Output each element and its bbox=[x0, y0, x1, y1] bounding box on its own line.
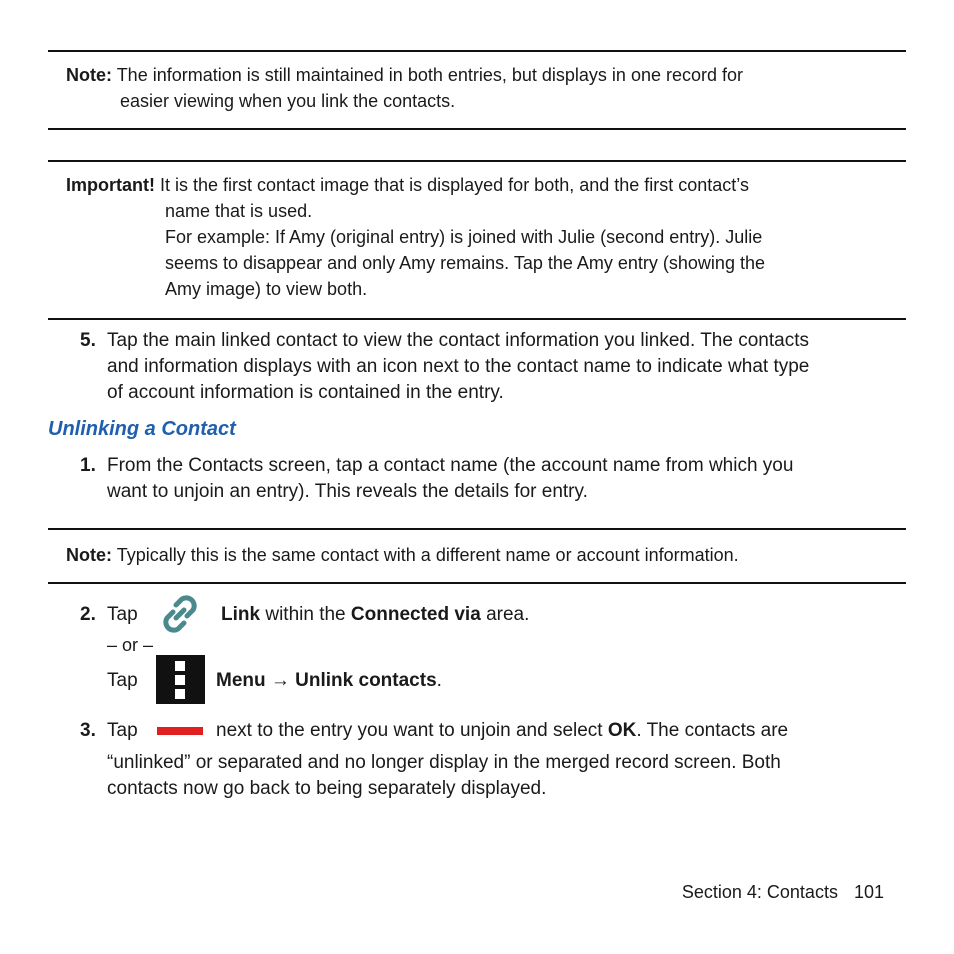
period: . bbox=[436, 670, 442, 691]
step1-line: From the Contacts screen, tap a contact name (the account name from which you bbox=[107, 455, 794, 476]
important-line: For example: If Amy (original entry) is joined with Julie (second entry). Julie bbox=[165, 227, 763, 247]
area-text: area. bbox=[486, 604, 530, 625]
or-separator: – or – bbox=[107, 635, 154, 655]
step3-text2: . The contacts are bbox=[636, 720, 789, 741]
note2-bottom-rule bbox=[48, 582, 906, 584]
step5-number: 5. bbox=[80, 330, 96, 351]
important-top-rule bbox=[48, 160, 906, 162]
note2-top-rule bbox=[48, 528, 906, 530]
important-line: seems to disappear and only Amy remains. Tap the Amy entry (showing the bbox=[165, 253, 765, 273]
step3-rest bbox=[107, 750, 907, 802]
step3-number: 3. bbox=[80, 720, 96, 741]
step2-tap: Tap bbox=[107, 604, 138, 625]
ok-label: OK bbox=[607, 720, 637, 741]
unlink-contacts-label: Unlink contacts bbox=[295, 670, 437, 691]
step5-line: of account information is contained in the entry. bbox=[107, 382, 504, 403]
step3-line: contacts now go back to being separately displayed. bbox=[107, 778, 547, 799]
menu-icon[interactable] bbox=[156, 655, 205, 704]
arrow: → bbox=[270, 670, 290, 691]
minus-icon[interactable] bbox=[157, 727, 203, 735]
step3-line1 bbox=[216, 718, 788, 744]
page-footer bbox=[682, 882, 884, 903]
step2-menu-line bbox=[216, 668, 442, 694]
step1-text bbox=[107, 453, 907, 505]
menu-label: Menu bbox=[216, 670, 266, 691]
step5-line: Tap the main linked contact to view the contact information you linked. The contacts bbox=[107, 330, 809, 351]
important-line: name that is used. bbox=[165, 201, 313, 221]
within-text: within the bbox=[265, 604, 346, 625]
step2-tap2: Tap bbox=[107, 670, 138, 691]
step2-link-line bbox=[221, 602, 529, 628]
step5-line: and information displays with an icon next to the contact name to indicate what type bbox=[107, 356, 810, 377]
step5-text bbox=[107, 328, 907, 406]
note1-label: Note: bbox=[66, 65, 112, 85]
important-bottom-rule bbox=[48, 318, 906, 320]
note1-line2: easier viewing when you link the contacts. bbox=[120, 91, 456, 111]
note1-bottom-rule bbox=[48, 128, 906, 130]
section-heading: Unlinking a Contact bbox=[48, 418, 236, 440]
important-line: It is the first contact image that is displayed for both, and the first contact’s bbox=[160, 175, 749, 195]
note1 bbox=[66, 62, 906, 114]
link-icon[interactable] bbox=[154, 588, 206, 640]
note1-line1: The information is still maintained in both entries, but displays in one record for bbox=[116, 65, 744, 85]
important-line: Amy image) to view both. bbox=[165, 279, 368, 299]
note2-text: Typically this is the same contact with a different name or account information. bbox=[116, 545, 739, 565]
step2-number: 2. bbox=[80, 604, 96, 625]
connected-via-label: Connected via bbox=[350, 604, 481, 625]
page-number: 101 bbox=[853, 882, 884, 902]
step3-tap: Tap bbox=[107, 720, 138, 741]
link-label: Link bbox=[221, 604, 261, 625]
step1-number: 1. bbox=[80, 455, 96, 476]
step3-line: “unlinked” or separated and no longer display in the merged record screen. Both bbox=[107, 752, 781, 773]
step1-line: want to unjoin an entry). This reveals the details for entry. bbox=[107, 481, 588, 502]
important-note bbox=[66, 172, 906, 302]
step3-text1: next to the entry you want to unjoin and select bbox=[216, 720, 603, 741]
note1-top-rule bbox=[48, 50, 906, 52]
note2 bbox=[66, 542, 906, 568]
footer-section: Section 4: Contacts bbox=[681, 882, 838, 902]
note2-label: Note: bbox=[66, 545, 112, 565]
important-label: Important! bbox=[66, 175, 155, 195]
